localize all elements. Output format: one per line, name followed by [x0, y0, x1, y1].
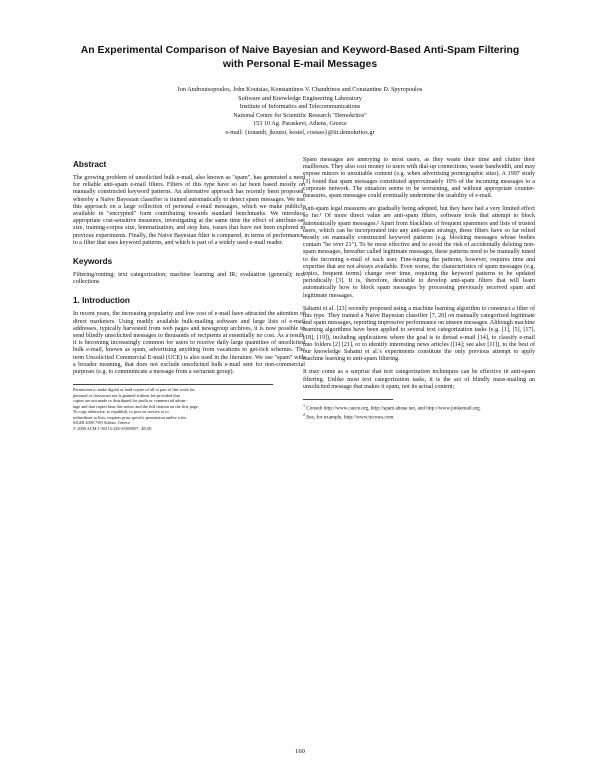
abstract-text: The growing problem of unsolicited bulk e-mail, also known as "spam", has generated a need for reliable anti-spam e-mail filters. Filters of this type have so far been based mostly on manually constructed keyword patterns. An alternative approach has recently been proposed, whereby a Naive Bayesian classifier is trained automatically to detect spam messages. We test this approach on a large collection of personal e-mail messages, which we make publicly available in "encrypted" form contributing towards standard benchmarks. We introduce appropriate cost-sensitive measures, investigating at the same time the effect of attribute-set size, training-corpus size, lemmatization, and stop lists, issues that have not been explored in previous experiments. Finally, the Naive Bayesian filter is compared, in terms of performance, to a filter that uses keyword patterns, and which is part of a widely used e-mail reader.: [73, 175, 305, 246]
footnote-2-text: See, for example, http://www.tucows.com.: [306, 414, 395, 421]
introduction-heading: 1. Introduction: [73, 296, 130, 306]
permission-line: To copy otherwise, to republish, to post on servers or to: [73, 409, 169, 415]
author-address: 153 10 Ag. Paraskevi, Athens, Greece: [253, 120, 347, 128]
author-email: e-mail: {ionandr, jkoutsi, kostel, costass}@iit.demokritos.gr: [225, 128, 375, 136]
paper-title: [60, 44, 540, 72]
body-paragraph-2: Anti-spam legal measures are gradually being adopted, but they have had a very limited effect so far.¹ Of more direct value are anti-spam filters, software tools that attempt to block automatically spam messages.² Apart from blacklists of frequent spammers and lists of trusted users, which can be incorporated into any anti-spam strategy, these filters have so far relied mostly on manually constructed keyword patterns (e.g. blocking messages whose bodies contain "be over 21"). To be most effective and to avoid the risk of accidentally deleting non-spam messages, hereafter called legitimate messages, these patterns need to be manually tuned to the incoming e-mail of each user. Fine-tuning the patterns, however, requires time and expertise that are not always available. Even worse, the characteristics of spam messages (e.g. topics, frequent terms) change over time, requiring the keyword patterns to be updated periodically [3]. It is, therefore, desirable to develop anti-spam filters that will learn automatically how to block spam messages by processing previously received spam and legitimate messages.: [303, 206, 535, 299]
footnote-1-text: Consult http://www.cauce.org, http://spam.abuse.net, and http://www.junkemail.org.: [306, 405, 482, 412]
title-line-1: An Experimental Comparison of Naive Bayesian and Keyword-Based Anti-Spam Filtering: [80, 45, 520, 56]
author-names: Ion Androutsopoulos, John Koutsias, Konstantinos V. Chandrinos and Constantine D. Spyropoulos: [177, 86, 423, 93]
permission-line: personal or classroom use is granted without fee provided that: [73, 392, 180, 398]
permission-line: redistribute to lists, requires prior specific permission and/or a fee.: [73, 414, 188, 420]
body-paragraph-1: Spam messages are annoying to most users, as they waste their time and clutter their mailboxes. They also cost money to users with dial-up connections, waste bandwidth, and may expose minors to unsuitable content (e.g. when advertising pornographic sites). A 1997 study [3] found that spam messages constituted approximately 10% of the incoming messages to a corporate network. The situation seems to be worsening, and without appropriate counter-measures, spam messages could eventually undermine the usability of e-mail.: [303, 157, 535, 200]
introduction-text: In recent years, the increasing popularity and low cost of e-mail have attracted the attention of direct marketers. Using readily available bulk-mailing software and large lists of e-mail addresses, typically harvested from web pages and newsgroup archives, it is now possible to send blindly unsolicited messages to thousands of recipients at essentially no cost. As a result, it is becoming increasingly common for users to receive daily large quantities of unsolicited bulk e-mail, known as spam, advertising anything from vacations to get-rich schemes. The term Unsolicited Commercial E-mail (UCE) is also used in the literature. We use "spam" with a broader meaning, that does not exclude unsolicited bulk e-mail sent for non-commercial purposes (e.g. to communicate a message from a sectarian group).: [73, 311, 305, 376]
footnote-1: [303, 403, 535, 412]
permission-notice: [73, 384, 273, 431]
permission-line: © 2000 ACM 1-58113-226-3/00/0007...$5.00: [73, 425, 152, 431]
author-block: [100, 86, 500, 138]
keywords-heading: Keywords: [73, 257, 113, 267]
permission-line: Permission to make digital or hard copies of all or part of this work for: [73, 387, 195, 393]
page-number: 160: [295, 748, 305, 755]
footnote-1-marker: 1: [303, 403, 305, 409]
keywords-text: Filtering/routing; text categorization; machine learning and IR; evaluation (general); text collections: [73, 272, 305, 286]
footnote-2-marker: 2: [303, 412, 305, 418]
title-line-2: with Personal E-mail Messages: [222, 59, 378, 70]
footnote-2: [303, 412, 535, 421]
permission-line: copies are not made or distributed for profit or commercial advan-: [73, 398, 187, 404]
body-paragraph-3: Sahami et al. [23] recently proposed using a machine learning algorithm to construct a filter of this type. They trained a Naive Bayesian classifier [7, 20] on manually categorized legitimate and spam messages, reporting impressive performance on unseen messages. Although machine learning algorithms have been applied to several text categorization tasks (e.g. [1], [5], [17], [18], [19]), including applications where the goal is to thread e-mail [14], to classify e-mail into folders [2] [21], or to identify interesting news articles ([14]; see also [11]), to the best of our knowledge Sahami et al.'s experiments constitute the only previous attempt to apply machine learning to anti-spam filtering.: [303, 305, 535, 363]
right-column: [303, 157, 535, 421]
author-lab: Software and Knowledge Engineering Laboratory: [238, 94, 362, 102]
permission-line: SIGIR 2000 7/00 Athens, Greece: [73, 420, 130, 426]
author-institute: Institute of Informatics and Telecommunications: [239, 103, 361, 111]
author-centre: National Centre for Scientific Research "Demokritos": [233, 111, 367, 119]
body-paragraph-4: It may come as a surprise that text categorization techniques can be effective in anti-spam filtering. Unlike most text categorization tasks, it is the act of blindly mass-mailing an unsolicited message that makes it spam, not its actual content;: [303, 369, 535, 390]
left-column: [73, 150, 305, 431]
permission-line: tage and that copies bear this notice and the full citation on the first page.: [73, 403, 199, 409]
abstract-heading: Abstract: [73, 160, 107, 169]
